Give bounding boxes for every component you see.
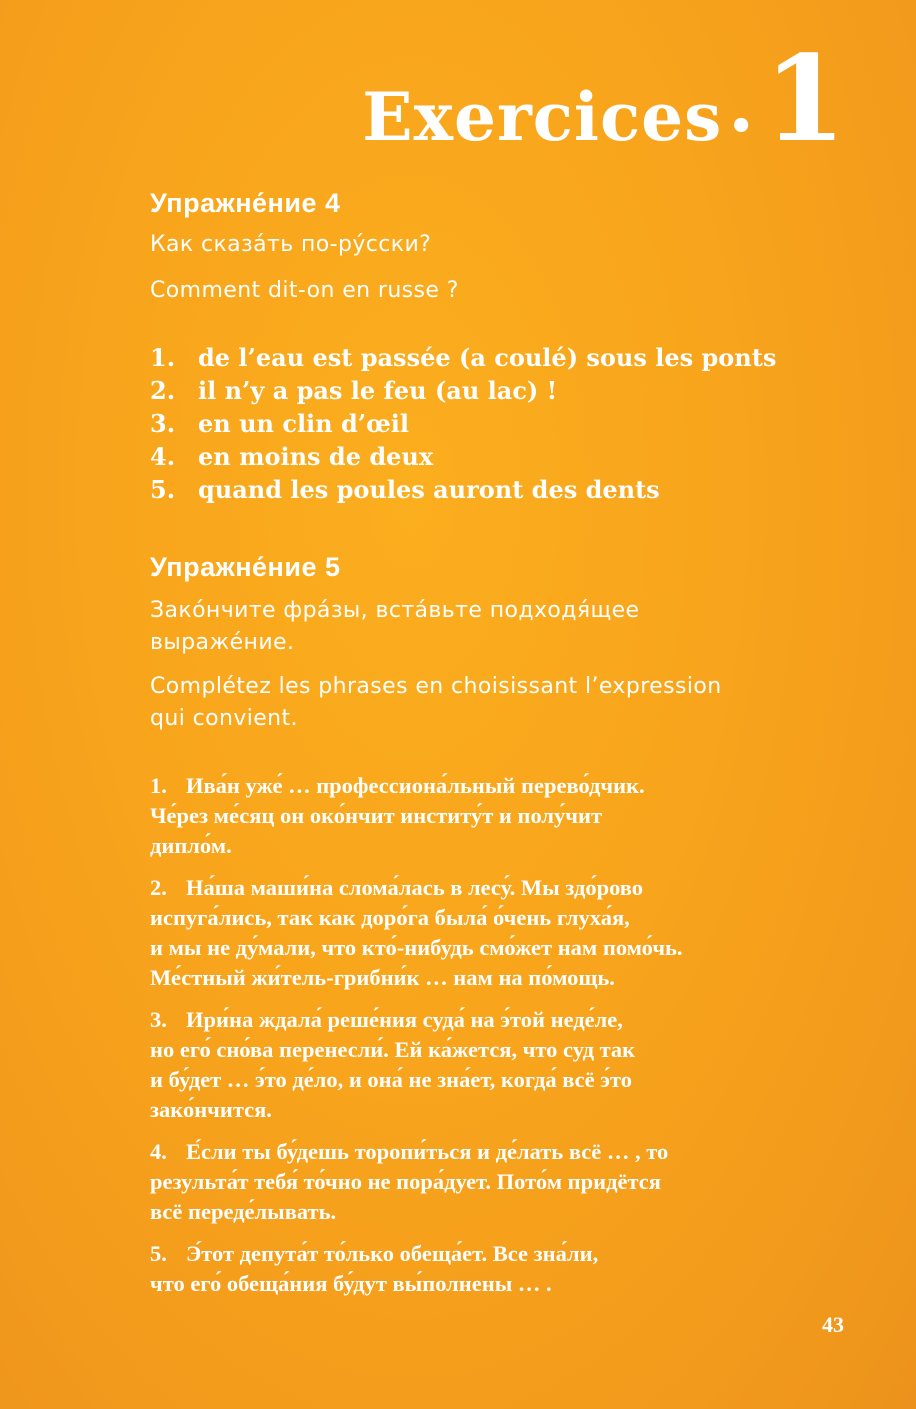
exercise-5-heading: Упражне́ние 5: [150, 552, 341, 582]
exercise-5-instruction-ru: [150, 595, 850, 659]
exercise-5-section: [150, 552, 850, 1311]
sentence-number: 1.: [150, 773, 167, 798]
list-item-number: 4.: [150, 442, 176, 471]
sentence-text: Э́тот депута́т то́лько обеща́ет. Все зна́ли,: [186, 1241, 599, 1266]
sentence-line: и мы не ду́мали, что кто́-нибудь смо́жет нам помо́чь.: [150, 935, 683, 960]
sentence-number: 2.: [150, 875, 167, 900]
sentence-item: [150, 1137, 850, 1227]
list-item-text: il n’y a pas le feu (au lac) !: [198, 376, 558, 405]
exercise-4-instruction-ru: Как сказа́ть по-ру́сски?: [150, 232, 432, 257]
exercise-5-sentences: [150, 771, 850, 1299]
sentence-line: и бу́дет … э́то де́ло, и она́ не зна́ет, когда́ всё э́то: [150, 1067, 632, 1092]
list-item-number: 3.: [150, 409, 176, 438]
list-item-text: quand les poules auront des dents: [198, 475, 660, 504]
list-item: [150, 473, 850, 506]
sentence-number: 3.: [150, 1007, 167, 1032]
sentence-line: Ме́стный жи́тель-грибни́к … нам на по́мощь.: [150, 965, 615, 990]
list-item-text: en un clin d’œil: [198, 409, 410, 438]
sentence-line: дипло́м.: [150, 833, 232, 858]
exercise-4-list: [150, 341, 850, 506]
sentence-item: [150, 1239, 850, 1299]
exercise-4-instruction-fr: Comment dit-on en russe ?: [150, 278, 459, 303]
list-item-number: 1.: [150, 343, 176, 372]
list-item-number: 5.: [150, 475, 176, 504]
sentence-line: [150, 1005, 850, 1035]
sentence-text: Ива́н уже́ … профессиона́льный перево́дчик.: [186, 773, 645, 798]
list-item-number: 2.: [150, 376, 176, 405]
instruction-line: qui convient.: [150, 706, 298, 731]
sentence-line: [150, 771, 850, 801]
instruction-line: Complétez les phrases en choisissant l’expression: [150, 674, 722, 699]
sentence-item: [150, 1005, 850, 1125]
list-item: [150, 341, 850, 374]
sentence-line: Че́рез ме́сяц он око́нчит институ́т и полу́чит: [150, 803, 602, 828]
sentence-line: что его́ обеща́ния бу́дут вы́полнены … .: [150, 1271, 552, 1296]
sentence-number: 4.: [150, 1139, 167, 1164]
list-item-text: en moins de deux: [198, 442, 434, 471]
sentence-text: Ири́на ждала́ реше́ния суда́ на э́той неде́ле,: [186, 1007, 623, 1032]
sentence-line: [150, 1137, 850, 1167]
sentence-number: 5.: [150, 1241, 167, 1266]
exercise-4-section: [150, 188, 850, 506]
sentence-line: результа́т тебя́ то́чно не пора́дует. Пото́м придётся: [150, 1169, 661, 1194]
sentence-line: но его́ сно́ва перенесли́. Ей ка́жется, что суд так: [150, 1037, 636, 1062]
list-item: [150, 440, 850, 473]
instruction-line: выраже́ние.: [150, 630, 295, 655]
sentence-item: [150, 771, 850, 861]
sentence-line: всё переде́лывать.: [150, 1199, 337, 1224]
chapter-title: Exercices: [362, 78, 723, 156]
sentence-line: зако́нчится.: [150, 1097, 272, 1122]
sentence-line: [150, 1239, 850, 1269]
list-item: [150, 407, 850, 440]
sentence-text: Е́сли ты бу́дешь торопи́ться и де́лать всё … , то: [186, 1139, 669, 1164]
list-item: [150, 374, 850, 407]
chapter-header: [362, 29, 846, 168]
instruction-line: Зако́нчите фра́зы, вста́вьте подходя́щее: [150, 598, 640, 623]
sentence-line: испуга́лись, так как доро́га была́ о́чень глуха́я,: [150, 905, 630, 930]
sentence-text: На́ша маши́на слома́лась в лесу́. Мы здо́рово: [186, 875, 644, 900]
exercise-5-instruction-fr: [150, 671, 850, 735]
bullet-separator: •: [728, 103, 754, 150]
sentence-item: [150, 873, 850, 993]
sentence-line: [150, 873, 850, 903]
exercise-4-heading: Упражне́ние 4: [150, 188, 341, 218]
list-item-text: de l’eau est passée (a coulé) sous les ponts: [198, 343, 777, 372]
chapter-number: 1: [763, 29, 846, 168]
page-number: 43: [822, 1312, 844, 1337]
